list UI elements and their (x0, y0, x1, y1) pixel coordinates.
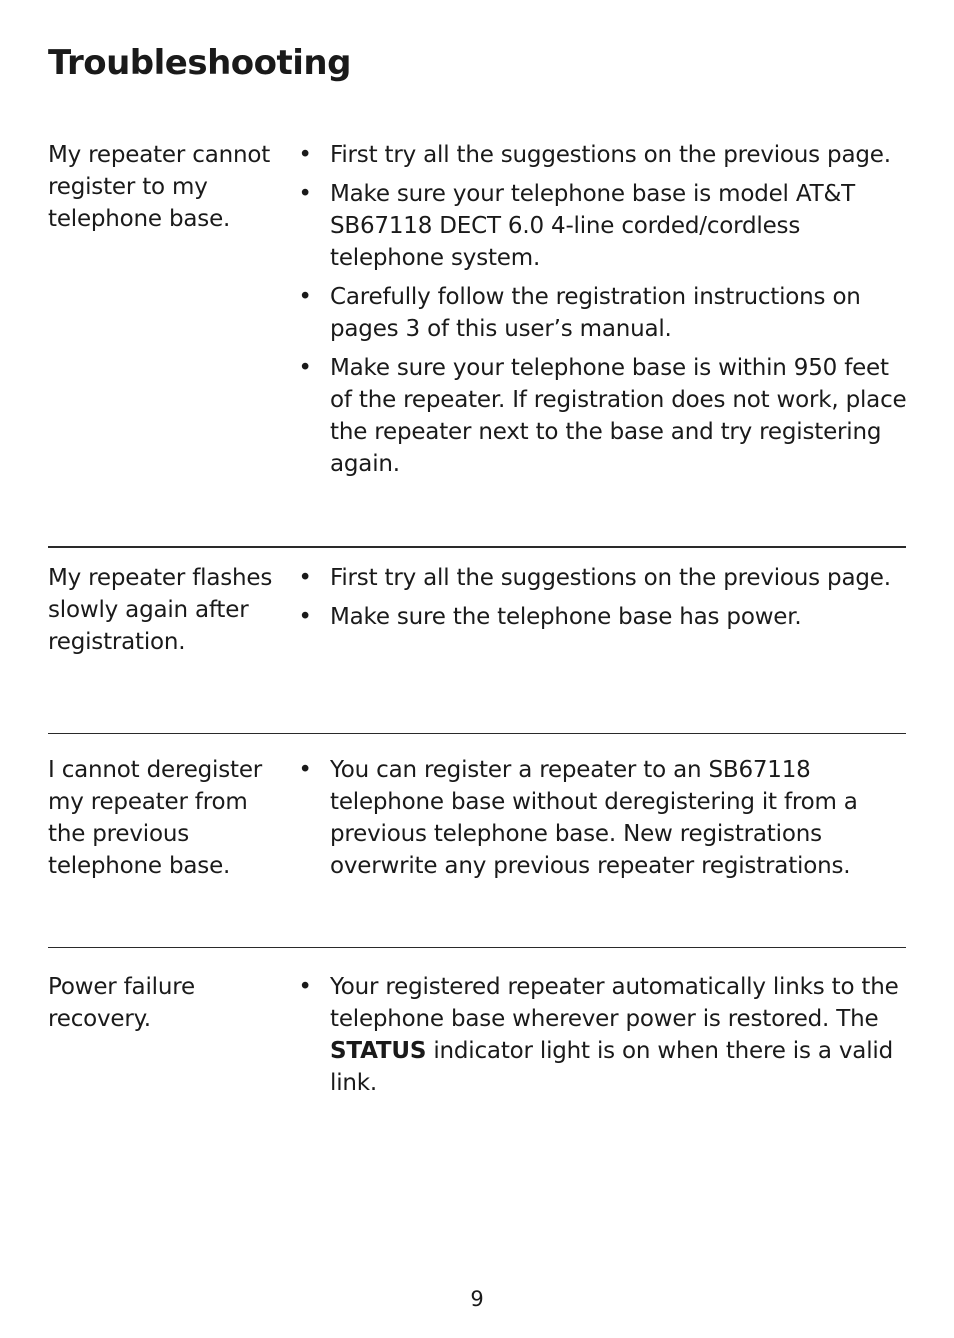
page-title: Troubleshooting (48, 43, 351, 83)
solution-text-before: Your registered repeater automatically links to the telephone base wherever power is restored. The (330, 974, 899, 1032)
bullet-icon: • (298, 974, 312, 1000)
status-indicator-label: STATUS (330, 1038, 427, 1064)
row-divider (48, 546, 906, 548)
solution-item (298, 281, 908, 345)
solution-text-after: indicator light is on when there is a valid link. (330, 1038, 893, 1096)
bullet-icon: • (298, 181, 312, 207)
bullet-icon: • (298, 604, 312, 630)
solution-item (298, 754, 908, 882)
solution-item (298, 178, 908, 274)
solution-list (298, 562, 908, 640)
solution-item (298, 139, 908, 171)
solution-item (298, 971, 908, 1099)
solution-item (298, 601, 908, 633)
problem-text: I cannot deregister my repeater from the previous telephone base. (48, 757, 263, 879)
bullet-icon: • (298, 284, 312, 310)
solution-list (298, 139, 908, 487)
problem-text: Power failure recovery. (48, 974, 195, 1032)
problem-text: My repeater flashes slowly again after registration. (48, 565, 273, 655)
row-divider (48, 947, 906, 948)
bullet-icon: • (298, 565, 312, 591)
row-divider (48, 733, 906, 734)
solution-text: Make sure your telephone base is within 950 feet of the repeater. If registration does not work, place the repeater next to the base and try registering again. (330, 355, 907, 477)
bullet-icon: • (298, 757, 312, 783)
solution-text: Make sure the telephone base has power. (330, 604, 802, 630)
bullet-icon: • (298, 142, 312, 168)
bullet-icon: • (298, 355, 312, 381)
problem-text: My repeater cannot register to my telephone base. (48, 142, 271, 232)
solution-text: Make sure your telephone base is model AT&T SB67118 DECT 6.0 4-line corded/cordless telephone system. (330, 181, 856, 271)
solution-text: You can register a repeater to an SB67118 telephone base without deregistering it from a previous telephone base. New registrations overwrite any previous repeater registrations. (330, 757, 858, 879)
solution-text: First try all the suggestions on the previous page. (330, 565, 891, 591)
page-number: 9 (470, 1287, 484, 1311)
solution-text: Carefully follow the registration instructions on pages 3 of this user’s manual. (330, 284, 861, 342)
solution-text: First try all the suggestions on the previous page. (330, 142, 891, 168)
solution-list (298, 971, 908, 1106)
solution-list (298, 754, 908, 889)
solution-item (298, 562, 908, 594)
solution-item (298, 352, 908, 480)
